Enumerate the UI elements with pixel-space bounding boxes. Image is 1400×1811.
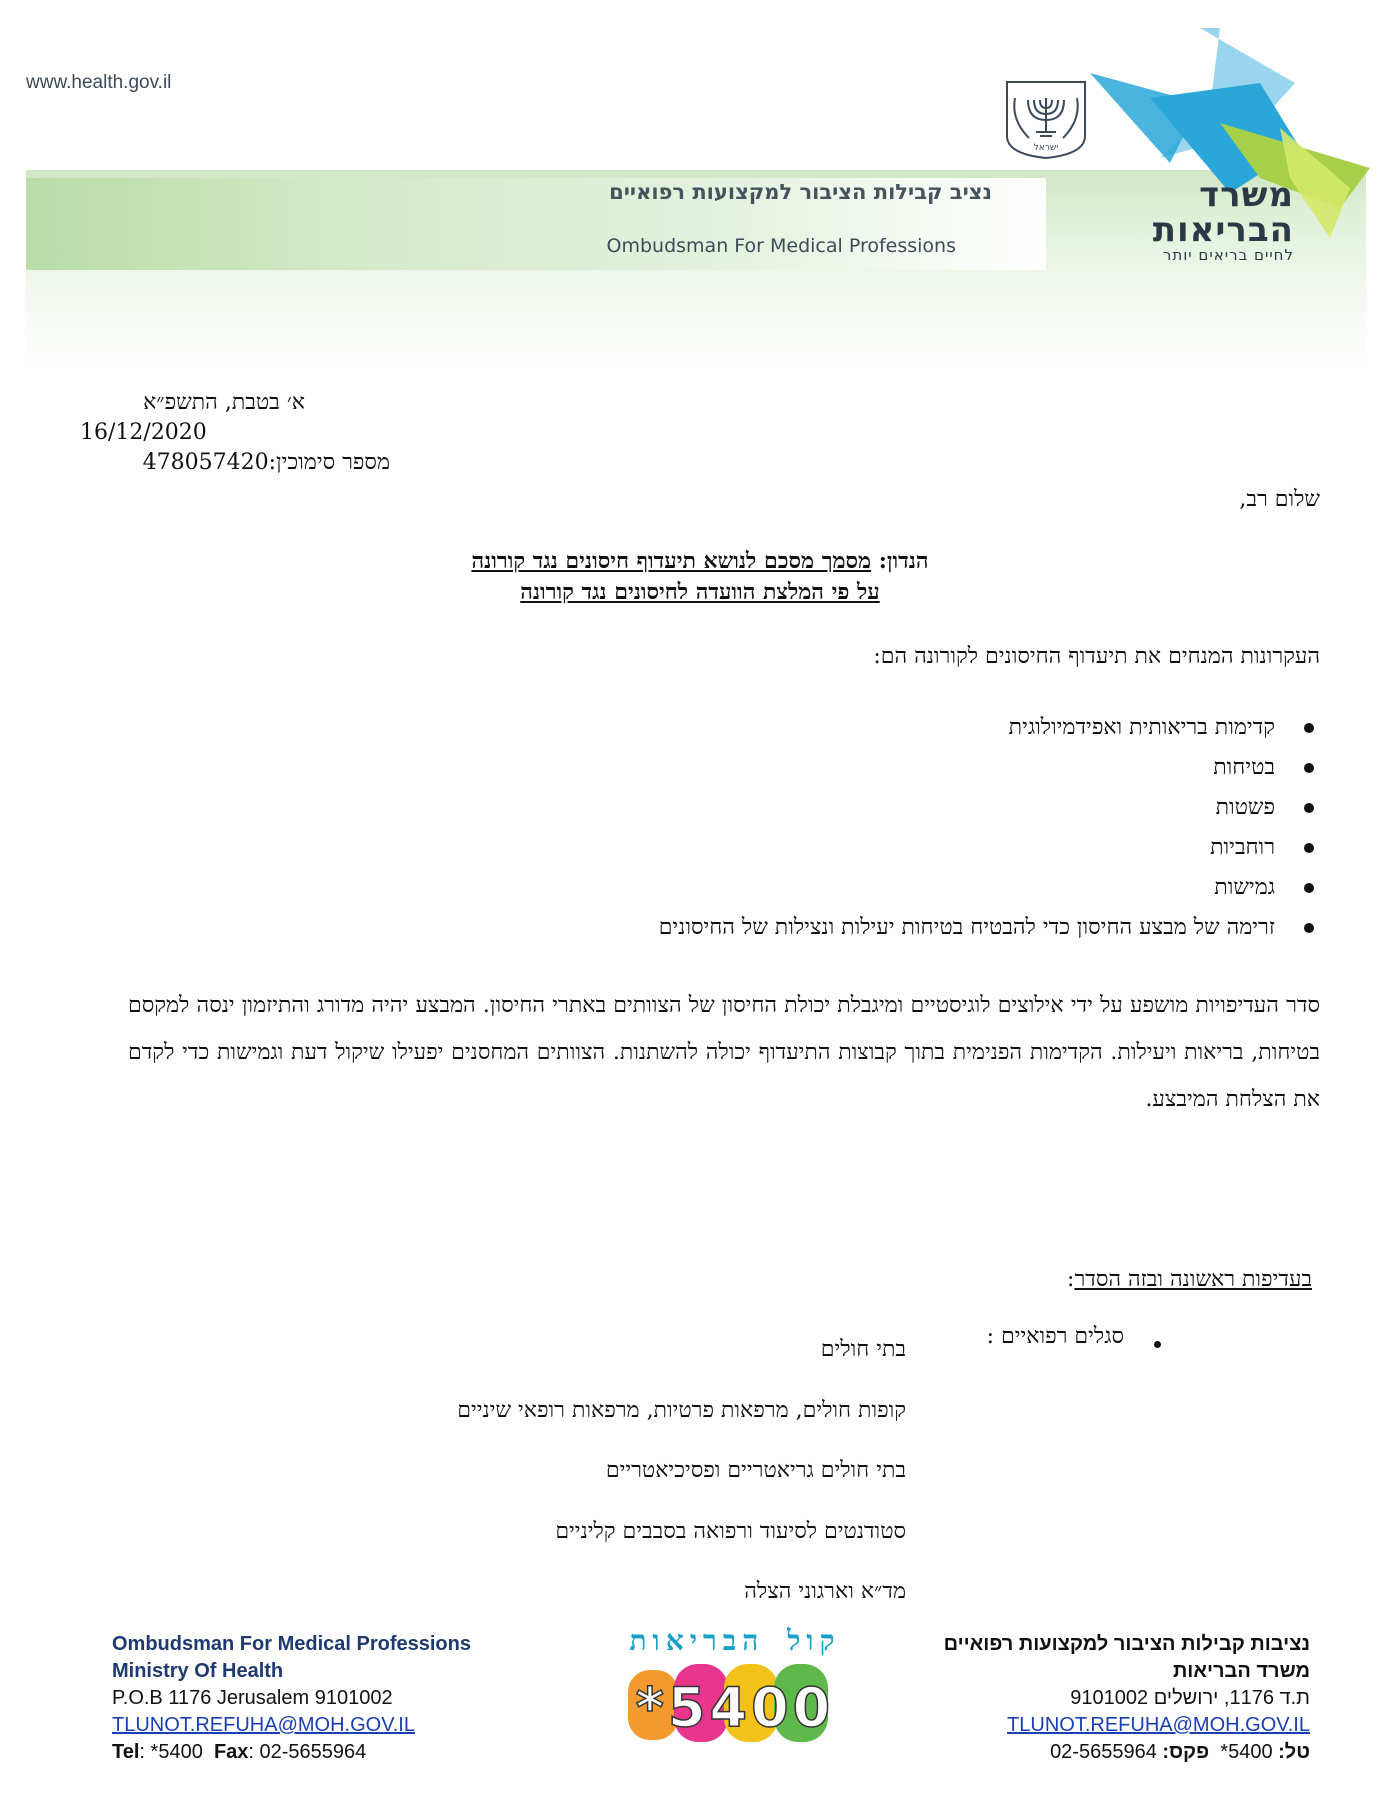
kol-habriut-title: קול הבריאות — [629, 1624, 841, 1657]
reference-value: 478057420 — [142, 450, 269, 475]
subject-title: מסמך מסכם לנושא תיעדוף חיסונים נגד קורונה — [471, 548, 872, 574]
footer-he-tel-label: טל: — [1278, 1741, 1310, 1763]
list-item: פשטות — [659, 788, 1330, 828]
subject-line-1 — [0, 546, 1400, 577]
reference-label: מספר סימוכין: — [268, 450, 390, 475]
ombudsman-title-hebrew: נציב קבילות הציבור למקצועות רפואיים — [609, 180, 992, 204]
footer-en-address: P.O.B 1176 Jerusalem 9101002 — [112, 1687, 393, 1709]
footer-he-contact — [944, 1739, 1310, 1766]
svg-text:*5400: *5400 — [635, 1676, 835, 1739]
list-item: קופות חולים, מרפאות פרטיות, מרפאות רופאי שיניים — [457, 1397, 906, 1423]
list-item: סטודנטים לסיעוד ורפואה בסבבים קליניים — [555, 1518, 906, 1544]
reference-number — [80, 448, 390, 478]
footer-he-address: ת.ד 1176, ירושלים 9101002 — [1070, 1687, 1310, 1709]
subject-prefix: הנדון: — [878, 548, 929, 574]
footer-en-email-link[interactable]: TLUNOT.REFUHA@MOH.GOV.IL — [112, 1714, 415, 1736]
svg-text:ישראל: ישראל — [1033, 143, 1059, 153]
greeting: שלום רב, — [1239, 487, 1320, 512]
site-url: www.health.gov.il — [26, 72, 172, 93]
list-item: גמישות — [659, 868, 1330, 908]
footer-en-tel: : *5400 — [139, 1741, 203, 1763]
ombudsman-title-english: Ombudsman For Medical Professions — [606, 235, 956, 257]
priority-list — [457, 1320, 906, 1623]
priority-title-text: בעדיפות ראשונה ובזה הסדר — [1074, 1267, 1312, 1292]
list-item: בתי חולים — [820, 1337, 906, 1362]
footer-hebrew — [944, 1631, 1310, 1766]
ministry-tagline: לחיים בריאים יותר — [1162, 246, 1294, 264]
footer-en-ministry: Ministry Of Health — [112, 1660, 284, 1682]
footer-he-ministry: משרד הבריאות — [1172, 1660, 1310, 1682]
list-item: זרימה של מבצע החיסון כדי להבטיח בטיחות יעילות ונצילות של החיסונים — [659, 908, 1330, 948]
footer-he-title: נציבות קבילות הציבור למקצועות רפואיים — [943, 1633, 1310, 1655]
subject-subtitle: על פי המלצת הוועדה לחיסונים נגד קורונה — [520, 579, 880, 605]
footer-english — [112, 1631, 471, 1766]
hebrew-date: א׳ בטבת, התשפ״א — [143, 390, 305, 415]
list-item: רוחביות — [659, 828, 1330, 868]
list-item: מד״א וארגוני הצלה — [744, 1579, 906, 1604]
principles-intro: העקרונות המנחים את תיעדוף החיסונים לקורונה הם: — [873, 644, 1320, 669]
footer-en-tel-label: Tel — [112, 1741, 140, 1763]
footer-he-fax: 02-5655964 — [1050, 1741, 1157, 1763]
subject-block — [0, 546, 1400, 608]
footer-en-contact — [112, 1739, 471, 1766]
footer-en-title: Ombudsman For Medical Professions — [112, 1633, 471, 1655]
list-item: בתי חולים גריאטריים ופסיכיאטריים — [605, 1458, 906, 1483]
footer-he-fax-label: פקס: — [1162, 1741, 1210, 1763]
ministry-name-line2: הבריאות — [1152, 210, 1294, 250]
list-item: בטיחות — [659, 748, 1330, 788]
footer-he-tel: 5400* — [1220, 1741, 1273, 1763]
footer-he-email-link[interactable]: TLUNOT.REFUHA@MOH.GOV.IL — [1007, 1714, 1310, 1736]
subject-line-2 — [0, 577, 1400, 608]
list-item: קדימות בריאותית ואפידמיולוגית — [659, 708, 1330, 748]
priority-title-colon: : — [1067, 1267, 1075, 1292]
priority-title — [1067, 1266, 1312, 1292]
category-label: סגלים רפואיים : — [986, 1324, 1124, 1349]
principles-list — [659, 708, 1330, 948]
bullet-dot — [1154, 1341, 1161, 1348]
ministry-name-line1: משרד — [1199, 175, 1294, 215]
gregorian-date: 16/12/2020 — [80, 420, 207, 445]
footer-en-fax-label: Fax — [213, 1741, 249, 1763]
footer-en-fax: : 02-5655964 — [248, 1741, 367, 1763]
body-paragraph: סדר העדיפויות מושפע על ידי אילוצים לוגיסטיים ומיגבלת יכולת החיסון של הצוותים באתרי החיסון. המבצע יהיה מדורג והתיזמון ינסה למקסם בטיחות, בריאות ויעילות. הקדימות הפנימית בתוך קבוצות התיעדוף יכולה להשתנות. הצוותים המחסנים יפעילו שיקול דעת וגמישות כדי לקדם את הצלחת המיבצע. — [128, 993, 1320, 1112]
